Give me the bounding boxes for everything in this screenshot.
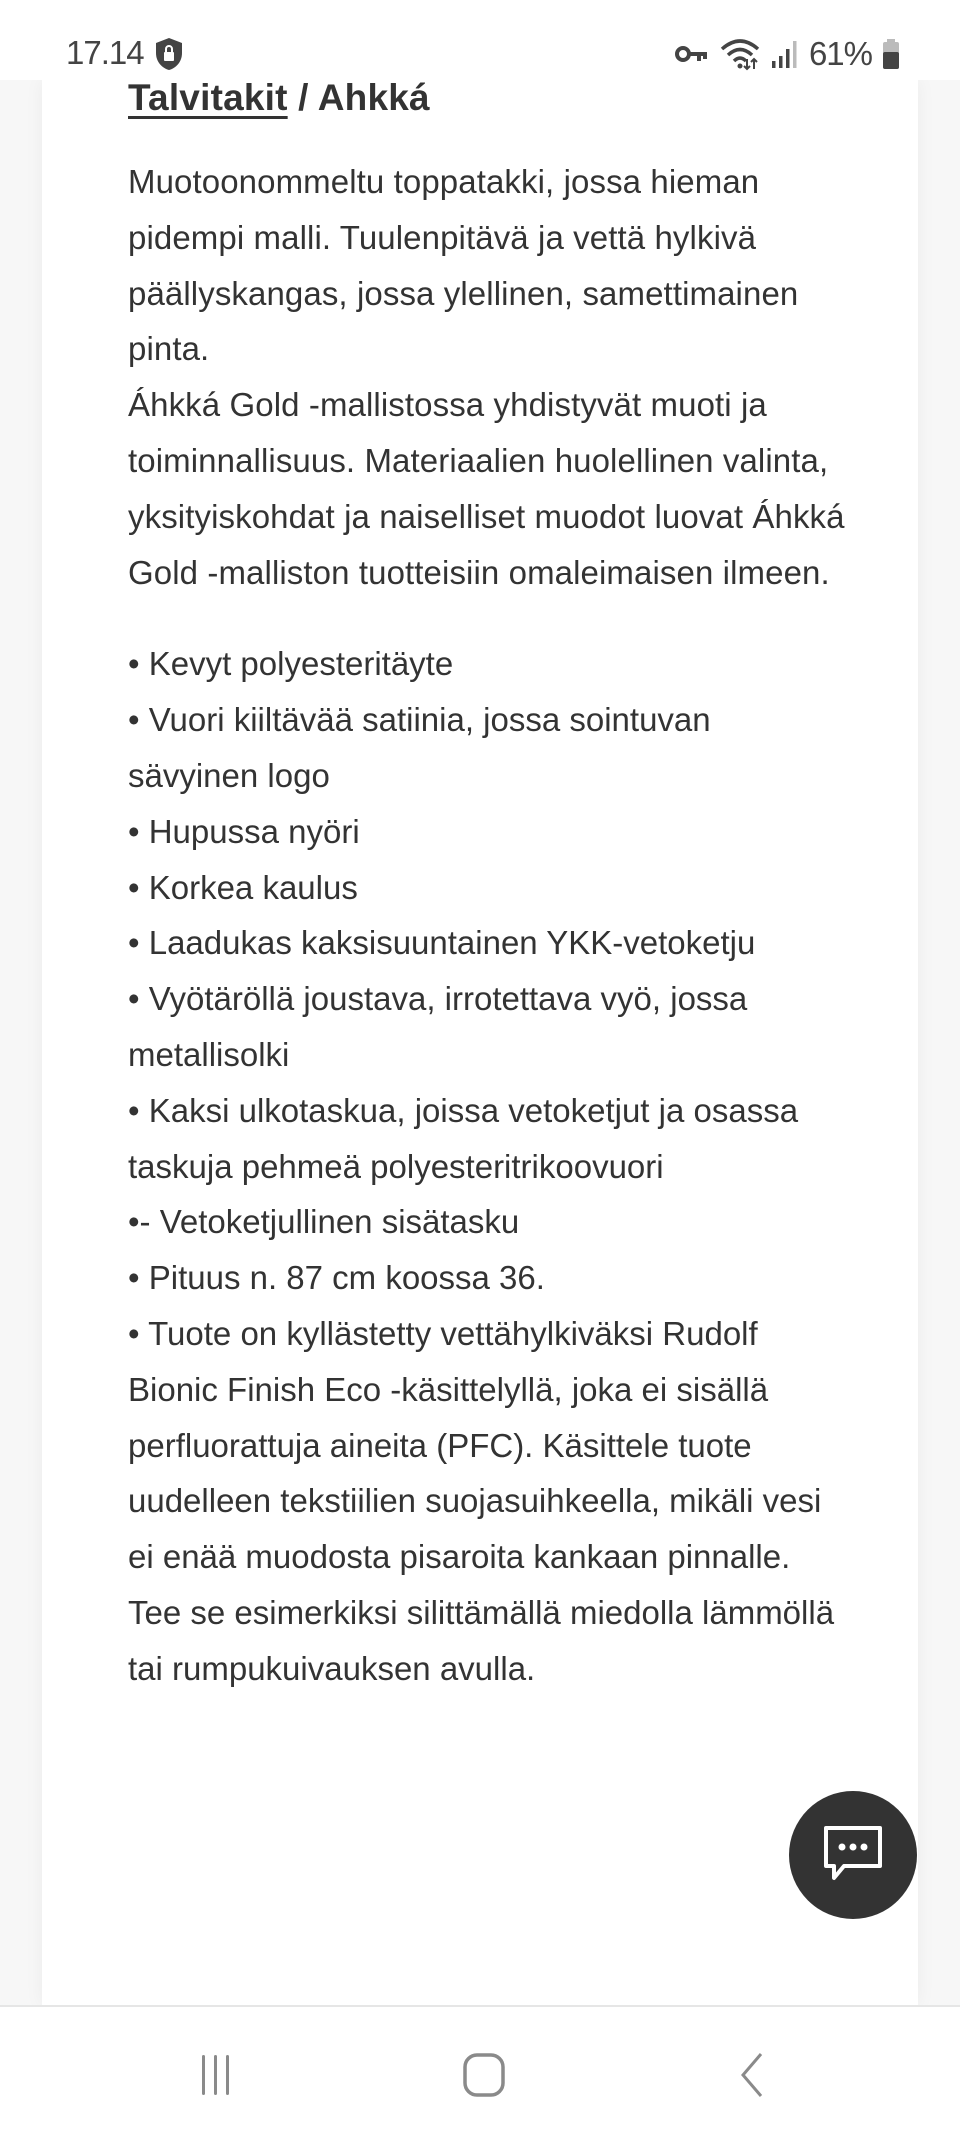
feature-item: • Laadukas kaksisuuntainen YKK-vetoketju	[128, 924, 756, 962]
back-button[interactable]	[722, 2045, 782, 2105]
system-navigation-bar	[0, 2007, 960, 2133]
feature-item: • Vyötäröllä joustava, irrotettava vyö, jossa metallisolki	[128, 980, 748, 1073]
feature-list	[128, 636, 848, 1696]
breadcrumb-link-talvitakit[interactable]: Talvitakit	[128, 77, 288, 118]
feature-item: • Kevyt polyesteritäyte	[128, 645, 454, 683]
feature-item: • Korkea kaulus	[128, 868, 358, 906]
feature-item: • Tuote on kyllästetty vettähylkiväksi Rudolf Bionic Finish Eco -käsittelyllä, joka ei sisällä perfluorattuja aineita (PFC). Käsittele tuote uudelleen tekstiilien suojasuihkeella, mikäli vesi ei enää muodosta pisaroita kankaan pinnalle. Tee se esimerkiksi silittämällä miedolla lämmöllä tai rumpukuivauksen avulla.	[128, 1314, 835, 1687]
description-paragraph-2: Áhkká Gold -mallistossa yhdistyvät muoti ja toiminnallisuus. Materiaalien huolellinen valinta, yksityiskohdat ja naiselliset muodot luovat Áhkká Gold -malliston tuotteisiin omaleimaisen ilmeen.	[128, 386, 845, 591]
description-text	[128, 154, 848, 600]
feature-item: • Kaksi ulkotaskua, joissa vetoketjut ja osassa taskuja pehmeä polyesteritrikoovuori	[128, 1091, 799, 1185]
signal-icon	[771, 39, 799, 69]
battery-icon	[882, 39, 900, 69]
home-button[interactable]	[454, 2045, 514, 2105]
status-time: 17.14	[66, 34, 144, 71]
shield-lock-icon	[154, 37, 184, 71]
recent-apps-icon	[196, 2053, 236, 2097]
feature-item: •- Vetoketjullinen sisätasku	[128, 1203, 520, 1241]
wifi-icon	[719, 37, 761, 71]
back-chevron-icon	[737, 2052, 767, 2098]
description-paragraph-1: Muotoonommeltu toppatakki, jossa hieman pidempi malli. Tuulenpitävä ja vettä hylkivä päällyskangas, jossa ylellinen, samettimainen pinta.	[128, 163, 799, 368]
breadcrumb-separator: /	[287, 77, 318, 118]
breadcrumb	[128, 68, 848, 128]
recent-apps-button[interactable]	[186, 2045, 246, 2105]
feature-item: • Pituus n. 87 cm koossa 36.	[128, 1259, 545, 1297]
feature-item: • Hupussa nyöri	[128, 812, 360, 850]
vpn-key-icon	[675, 43, 709, 65]
product-description	[128, 68, 848, 1697]
home-icon	[462, 2052, 506, 2098]
battery-percent: 61%	[808, 35, 872, 72]
chat-button[interactable]	[789, 1791, 917, 1919]
feature-item: • Vuori kiiltävää satiinia, jossa sointuvan sävyinen logo	[128, 701, 711, 794]
chat-bubble-icon	[820, 1822, 886, 1888]
breadcrumb-current: Ahkká	[317, 77, 430, 118]
